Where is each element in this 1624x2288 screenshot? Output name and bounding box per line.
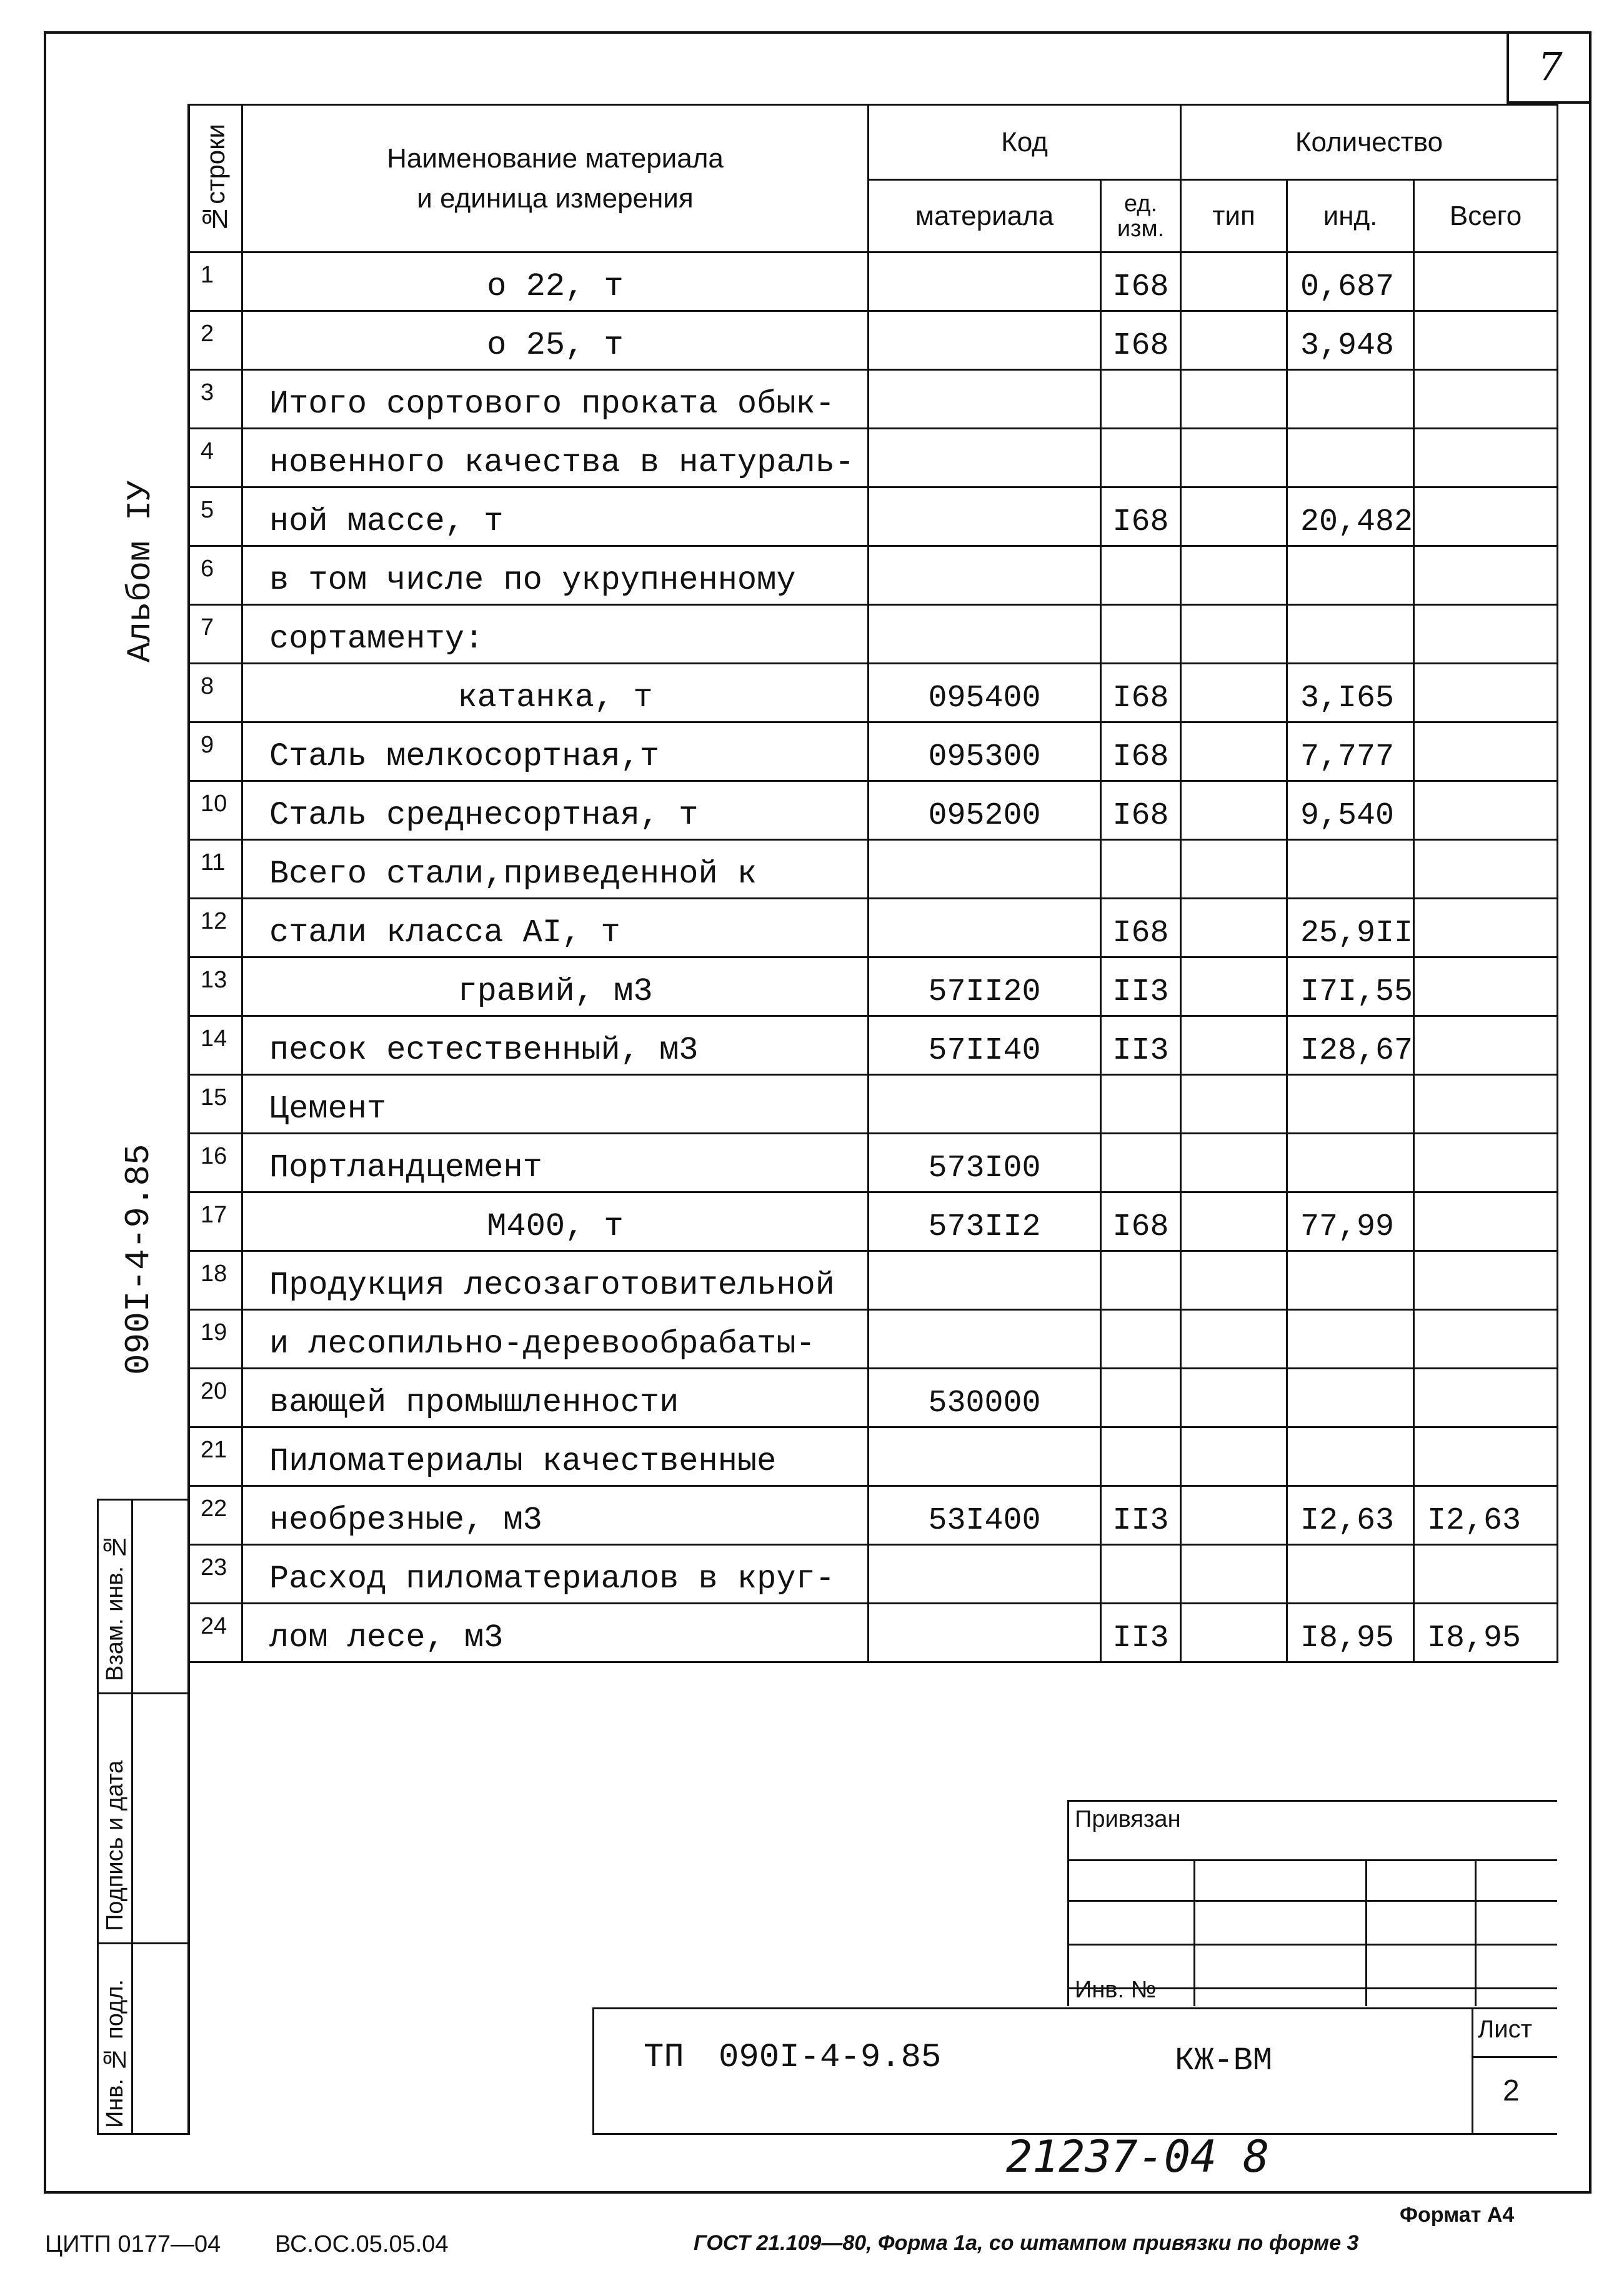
unit-code: [1101, 1134, 1181, 1192]
title-block-divider: [1472, 2056, 1557, 2058]
qty-type: [1181, 957, 1287, 1016]
qty-total: [1414, 1545, 1558, 1604]
header-name: Наименование материала и единица измерения: [242, 105, 869, 252]
row-number: 13: [189, 957, 242, 1016]
row-number: 19: [189, 1310, 242, 1369]
unit-code: I68: [1101, 664, 1181, 722]
table-row: [189, 1251, 1558, 1310]
qty-total: [1414, 605, 1558, 664]
material-name: о 22, т: [242, 252, 869, 311]
material-code: [869, 605, 1101, 664]
qty-total: [1414, 1192, 1558, 1251]
qty-ind: [1287, 370, 1414, 429]
row-number: 12: [189, 899, 242, 957]
table-row: [189, 605, 1558, 664]
side-doc-code: 090I-4-9.85: [119, 1144, 159, 1375]
material-code: [869, 546, 1101, 605]
row-number: 16: [189, 1134, 242, 1192]
qty-type: [1181, 1545, 1287, 1604]
material-name: Всего стали,приведенной к: [242, 840, 869, 899]
qty-ind: 3,I65: [1287, 664, 1414, 722]
table-row: [189, 1192, 1558, 1251]
qty-total: [1414, 1251, 1558, 1310]
qty-ind: I8,95: [1287, 1604, 1414, 1662]
qty-ind: [1287, 429, 1414, 487]
sheet-corner-number: 7: [1507, 31, 1592, 104]
qty-ind: I28,67: [1287, 1016, 1414, 1075]
side-stamp-divider: [97, 1942, 190, 1944]
materials-table: [187, 104, 1558, 1663]
qty-type: [1181, 1134, 1287, 1192]
qty-type: [1181, 1604, 1287, 1662]
header-qty-total: Всего: [1414, 180, 1558, 252]
table-row: [189, 722, 1558, 781]
qty-ind: [1287, 1427, 1414, 1486]
unit-code: [1101, 1369, 1181, 1427]
material-code: [869, 429, 1101, 487]
unit-code: [1101, 429, 1181, 487]
material-code: [869, 252, 1101, 311]
registration-number: 21237-04 8: [1006, 2131, 1270, 2182]
footer-left-code2: ВС.ОС.05.05.04: [275, 2231, 449, 2257]
material-code: 095400: [869, 664, 1101, 722]
row-number: 17: [189, 1192, 242, 1251]
inv-no-label: Инв. №: [1075, 1977, 1157, 2003]
table-row: [189, 899, 1558, 957]
qty-ind: I2,63: [1287, 1486, 1414, 1545]
qty-ind: 7,777: [1287, 722, 1414, 781]
header-code-unit: ед. изм.: [1101, 180, 1181, 252]
qty-total: [1414, 370, 1558, 429]
material-name: катанка, т: [242, 664, 869, 722]
unit-code: I68: [1101, 1192, 1181, 1251]
row-number: 7: [189, 605, 242, 664]
table-row: [189, 252, 1558, 311]
material-code: [869, 1604, 1101, 1662]
material-code: [869, 370, 1101, 429]
header-row-no: №строки: [189, 105, 242, 252]
material-name: вающей промышленности: [242, 1369, 869, 1427]
material-code: 57II40: [869, 1016, 1101, 1075]
unit-code: [1101, 1427, 1181, 1486]
qty-type: [1181, 311, 1287, 370]
qty-total: [1414, 546, 1558, 605]
material-name: стали класса AI, т: [242, 899, 869, 957]
qty-type: [1181, 429, 1287, 487]
qty-total: [1414, 1369, 1558, 1427]
table-row: [189, 1016, 1558, 1075]
unit-code: II3: [1101, 957, 1181, 1016]
material-name: ной массе, т: [242, 487, 869, 546]
unit-code: II3: [1101, 1016, 1181, 1075]
material-code: [869, 311, 1101, 370]
material-code: 530000: [869, 1369, 1101, 1427]
list-number: 2: [1503, 2074, 1520, 2107]
stamp-line-v: [1475, 1859, 1477, 2006]
unit-code: I68: [1101, 487, 1181, 546]
unit-code: I68: [1101, 899, 1181, 957]
material-code: 095300: [869, 722, 1101, 781]
row-number: 21: [189, 1427, 242, 1486]
qty-total: [1414, 664, 1558, 722]
qty-type: [1181, 370, 1287, 429]
qty-total: [1414, 252, 1558, 311]
qty-total: [1414, 311, 1558, 370]
stamp-line-v: [1365, 1859, 1367, 2006]
qty-type: [1181, 1251, 1287, 1310]
qty-total: [1414, 1075, 1558, 1134]
material-name: сортаменту:: [242, 605, 869, 664]
row-number: 24: [189, 1604, 242, 1662]
qty-type: [1181, 664, 1287, 722]
material-code: 095200: [869, 781, 1101, 840]
qty-ind: [1287, 1545, 1414, 1604]
table-row: [189, 1486, 1558, 1545]
table-row: [189, 1075, 1558, 1134]
material-name: Расход пиломатериалов в круг-: [242, 1545, 869, 1604]
material-name: Пиломатериалы качественные: [242, 1427, 869, 1486]
podpis-data-label: Подпись и дата: [102, 1760, 128, 1931]
row-number: 6: [189, 546, 242, 605]
table-row: [189, 1604, 1558, 1662]
material-name: о 25, т: [242, 311, 869, 370]
row-number: 20: [189, 1369, 242, 1427]
qty-type: [1181, 1369, 1287, 1427]
qty-type: [1181, 605, 1287, 664]
unit-code: [1101, 1545, 1181, 1604]
table-row: [189, 1427, 1558, 1486]
row-number: 5: [189, 487, 242, 546]
header-code: Код: [869, 105, 1181, 180]
material-code: 573II2: [869, 1192, 1101, 1251]
material-name: Сталь мелкосортная,т: [242, 722, 869, 781]
vzam-inv-label: Взам. инв. №: [102, 1533, 128, 1681]
privyazan-label: Привязан: [1075, 1806, 1181, 1832]
material-code: [869, 1545, 1101, 1604]
table-row: [189, 429, 1558, 487]
qty-type: [1181, 487, 1287, 546]
row-number: 1: [189, 252, 242, 311]
list-label: Лист: [1478, 2016, 1532, 2043]
unit-code: [1101, 1251, 1181, 1310]
material-name: Сталь среднесортная, т: [242, 781, 869, 840]
material-code: [869, 899, 1101, 957]
table-row: [189, 781, 1558, 840]
table-row: [189, 311, 1558, 370]
unit-code: II3: [1101, 1486, 1181, 1545]
qty-type: [1181, 899, 1287, 957]
stamp-line-v: [1193, 1859, 1195, 2006]
row-number: 22: [189, 1486, 242, 1545]
material-name: необрезные, м3: [242, 1486, 869, 1545]
qty-type: [1181, 781, 1287, 840]
format-label: Формат А4: [1400, 2203, 1515, 2227]
qty-type: [1181, 1310, 1287, 1369]
qty-type: [1181, 840, 1287, 899]
unit-code: I68: [1101, 781, 1181, 840]
unit-code: [1101, 605, 1181, 664]
qty-ind: [1287, 1134, 1414, 1192]
qty-ind: [1287, 1369, 1414, 1427]
footer-gost: ГОСТ 21.109—80, Форма 1а, со штампом привязки по форме 3: [694, 2231, 1359, 2255]
unit-code: [1101, 1075, 1181, 1134]
qty-ind: 77,99: [1287, 1192, 1414, 1251]
material-code: 57II20: [869, 957, 1101, 1016]
unit-code: I68: [1101, 252, 1181, 311]
row-number: 2: [189, 311, 242, 370]
qty-ind: [1287, 546, 1414, 605]
table-row: [189, 840, 1558, 899]
qty-ind: [1287, 1310, 1414, 1369]
qty-total: [1414, 899, 1558, 957]
unit-code: [1101, 370, 1181, 429]
table-row: [189, 1310, 1558, 1369]
stamp-line: [1067, 1900, 1557, 1902]
qty-ind: 0,687: [1287, 252, 1414, 311]
material-name: Портландцемент: [242, 1134, 869, 1192]
header-qty-ind: инд.: [1287, 180, 1414, 252]
qty-total: [1414, 781, 1558, 840]
qty-total: [1414, 1016, 1558, 1075]
header-quantity: Количество: [1181, 105, 1558, 180]
album-label: Альбом IУ: [122, 480, 160, 662]
stamp-line: [1067, 1944, 1557, 1946]
side-stamp-divider: [97, 1692, 190, 1694]
material-name: песок естественный, м3: [242, 1016, 869, 1075]
material-name: лом лесе, м3: [242, 1604, 869, 1662]
side-stamp-divider-v: [131, 1499, 133, 2135]
unit-code: [1101, 546, 1181, 605]
qty-type: [1181, 1075, 1287, 1134]
footer-left-code: ЦИТП 0177—04: [45, 2231, 221, 2257]
qty-ind: [1287, 1251, 1414, 1310]
row-number: 11: [189, 840, 242, 899]
table-row: [189, 1545, 1558, 1604]
table-row: [189, 487, 1558, 546]
material-name: Цемент: [242, 1075, 869, 1134]
qty-ind: [1287, 605, 1414, 664]
qty-type: [1181, 722, 1287, 781]
material-code: [869, 1075, 1101, 1134]
qty-total: [1414, 487, 1558, 546]
qty-type: [1181, 1486, 1287, 1545]
qty-ind: 3,948: [1287, 311, 1414, 370]
tp-label: ТП: [644, 2039, 684, 2077]
material-name: Продукция лесозаготовительной: [242, 1251, 869, 1310]
qty-type: [1181, 546, 1287, 605]
qty-total: [1414, 722, 1558, 781]
material-name: Итого сортового проката обык-: [242, 370, 869, 429]
qty-total: [1414, 957, 1558, 1016]
unit-code: [1101, 1310, 1181, 1369]
material-code: [869, 487, 1101, 546]
table-row: [189, 664, 1558, 722]
row-number: 18: [189, 1251, 242, 1310]
header-qty-type: тип: [1181, 180, 1287, 252]
material-code: 573I00: [869, 1134, 1101, 1192]
qty-total: [1414, 840, 1558, 899]
qty-total: [1414, 1310, 1558, 1369]
material-name: и лесопильно-деревообрабаты-: [242, 1310, 869, 1369]
qty-total: I8,95: [1414, 1604, 1558, 1662]
unit-code: [1101, 840, 1181, 899]
qty-type: [1181, 1192, 1287, 1251]
material-code: 53I400: [869, 1486, 1101, 1545]
material-code: [869, 840, 1101, 899]
qty-total: I2,63: [1414, 1486, 1558, 1545]
unit-code: I68: [1101, 311, 1181, 370]
material-code: [869, 1310, 1101, 1369]
qty-ind: [1287, 1075, 1414, 1134]
qty-total: [1414, 1134, 1558, 1192]
qty-ind: 25,9II: [1287, 899, 1414, 957]
table-row: [189, 1134, 1558, 1192]
material-name: в том числе по укрупненному: [242, 546, 869, 605]
row-number: 9: [189, 722, 242, 781]
material-name: гравий, м3: [242, 957, 869, 1016]
row-number: 15: [189, 1075, 242, 1134]
row-number: 4: [189, 429, 242, 487]
row-number: 8: [189, 664, 242, 722]
unit-code: II3: [1101, 1604, 1181, 1662]
row-number: 3: [189, 370, 242, 429]
title-block-divider: [1472, 2007, 1473, 2135]
qty-ind: I7I,55: [1287, 957, 1414, 1016]
qty-ind: [1287, 840, 1414, 899]
material-name: М400, т: [242, 1192, 869, 1251]
row-number: 10: [189, 781, 242, 840]
qty-ind: 20,482: [1287, 487, 1414, 546]
header-code-material: материала: [869, 180, 1101, 252]
qty-total: [1414, 429, 1558, 487]
unit-code: I68: [1101, 722, 1181, 781]
qty-type: [1181, 252, 1287, 311]
material-name: новенного качества в натураль-: [242, 429, 869, 487]
table-row: [189, 370, 1558, 429]
drawing-mark: КЖ-ВМ: [1175, 2042, 1273, 2079]
qty-type: [1181, 1016, 1287, 1075]
row-number: 23: [189, 1545, 242, 1604]
qty-ind: 9,540: [1287, 781, 1414, 840]
table-row: [189, 1369, 1558, 1427]
stamp-line: [1067, 1859, 1557, 1861]
inv-podl-label: Инв. № подл.: [102, 1979, 128, 2128]
qty-type: [1181, 1427, 1287, 1486]
qty-total: [1414, 1427, 1558, 1486]
material-code: [869, 1251, 1101, 1310]
row-number: 14: [189, 1016, 242, 1075]
material-code: [869, 1427, 1101, 1486]
table-row: [189, 957, 1558, 1016]
project-code: 090I-4-9.85: [719, 2039, 942, 2077]
table-row: [189, 546, 1558, 605]
